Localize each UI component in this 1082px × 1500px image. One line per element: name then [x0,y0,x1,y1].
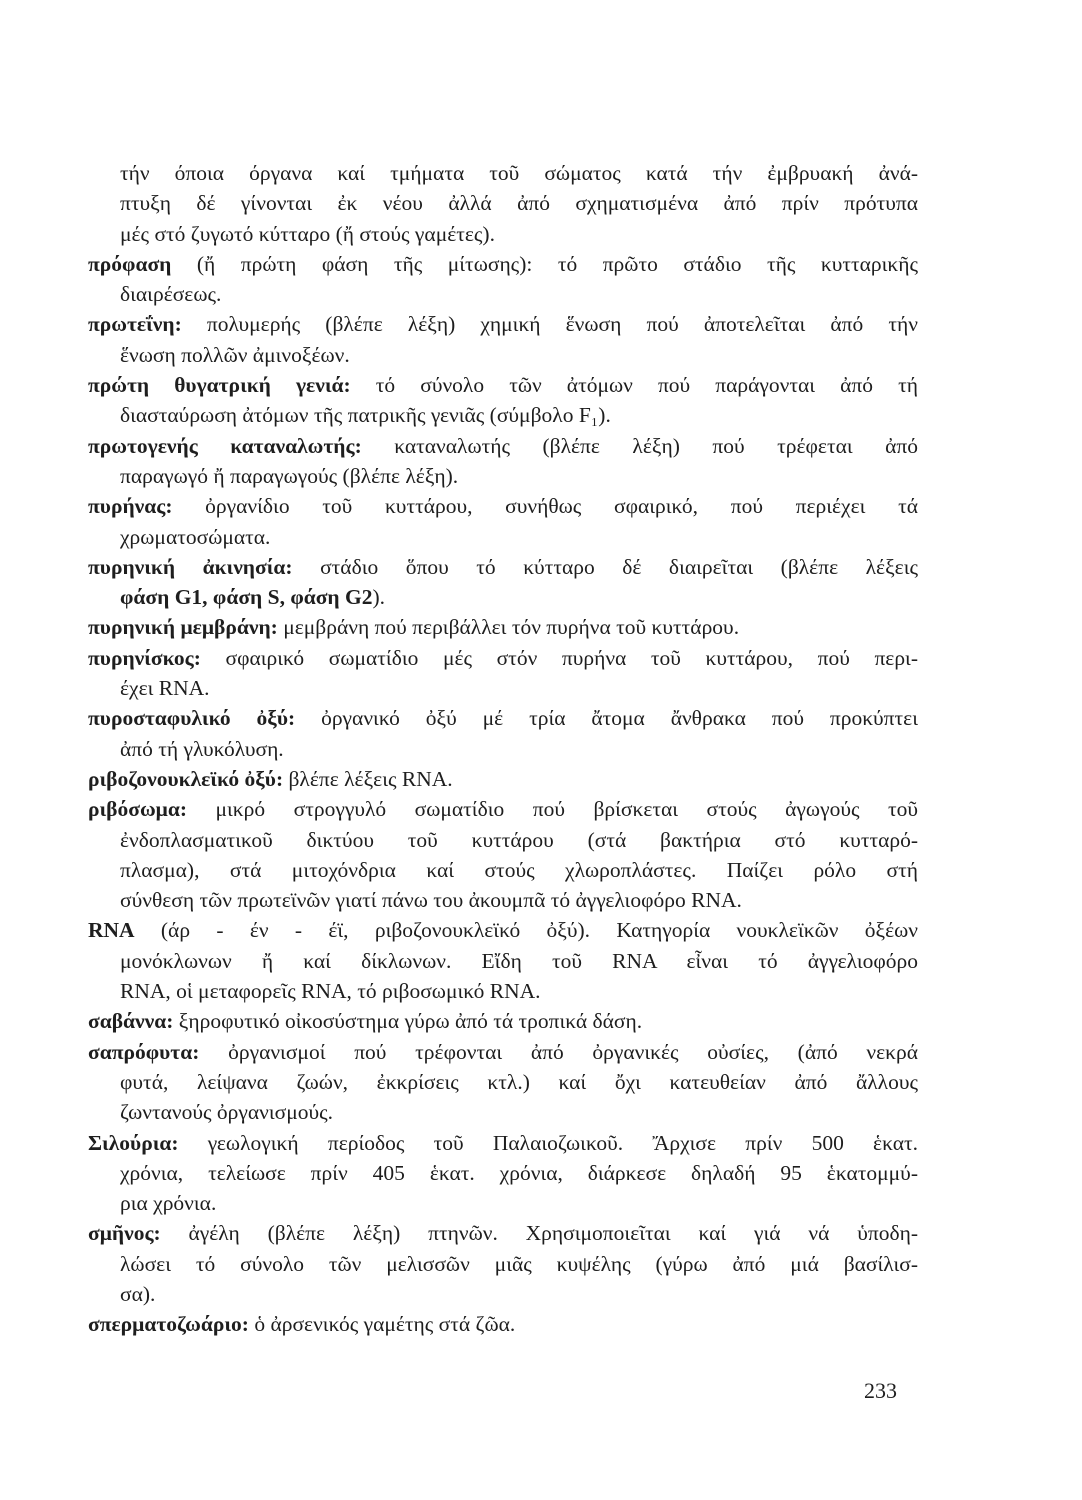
glossary-entry [88,764,918,794]
text-line [120,158,918,188]
glossary-entry [88,491,918,552]
entry-term: πρόφαση [88,251,172,276]
glossary-entry [88,794,918,915]
text-line [120,825,918,855]
text-line [120,522,918,552]
text-line [120,400,918,430]
entry-definition: βλέπε λέξεις RNA. [283,766,453,791]
entry-definition: πτυξη δέ γίνονται ἐκ νέου ἀλλά ἀπό σχηματισμένα ἀπό πρίν πρότυπα [120,191,918,216]
text-line [120,1158,918,1188]
glossary-entry [88,1006,918,1036]
text-line [88,431,918,461]
text-line [88,794,918,824]
text-line [120,188,918,218]
entry-definition: φυτά, λείψανα ζωών, ἐκκρίσεις κτλ.) καί ὄχι κατευθείαν ἀπό ἄλλους [120,1069,918,1094]
entry-definition: καταναλωτής (βλέπε λέξη) πού τρέφεται ἀπό [361,433,919,458]
entry-definition: ἀγέλη (βλέπε λέξη) πτηνῶν. Χρησιμοποιεῖται καί γιά νά ὑποδη- [160,1221,918,1246]
entry-definition: πλασμα), στά μιτοχόνδρια καί στούς χλωροπλάστες. Παίζει ρόλο στή [120,857,918,882]
entry-definition: σφαιρικό σωματίδιο μές στόν πυρήνα τοῦ κυττάρου, πού περι- [200,645,918,670]
text-line [120,1249,918,1279]
glossary-text [88,158,918,1340]
text-line [120,976,918,1006]
text-line [120,461,918,491]
entry-definition: ὀργανικό ὀξύ μέ τρία ἄτομα ἄνθρακα πού προκύπτει [295,706,918,731]
entry-term: πυρηνική ἀκινησία: [88,554,293,579]
glossary-entry [88,1218,918,1309]
text-line [88,1006,918,1036]
text-line [120,885,918,915]
entry-term: πρωτογενής καταναλωτής: [88,433,362,458]
entry-term: πρώτη θυγατρική γενιά: [88,373,351,398]
entry-definition: ζωντανούς ὀργανισμούς. [120,1100,334,1125]
entry-term: πυροσταφυλικό ὀξύ: [88,706,296,731]
entry-term: σπερματοζωάριο: [88,1312,249,1337]
entry-definition: ἀπό τή γλυκόλυση. [120,736,284,761]
entry-term: σαπρόφυτα: [88,1039,200,1064]
entry-definition: ἕνωση πολλῶν ἀμινοξέων. [120,342,350,367]
entry-definition: (άρ - έν - έϊ, ριβοζονουκλεϊκό ὀξύ). Κατηγορία νουκλεϊκῶν ὀξέων [134,918,918,943]
entry-definition: RNA, οἱ μεταφορεῖς RNA, τό ριβοσωμικό RNA. [120,979,541,1004]
text-line [120,1067,918,1097]
entry-definition: ἐνδοπλασματικοῦ δικτύου τοῦ κυττάρου (στά βακτήρια στό κυτταρό- [120,827,918,852]
text-line [88,915,918,945]
text-line [120,1279,918,1309]
text-line [88,703,918,733]
entry-definition: ρια χρόνια. [120,1191,217,1216]
page-number: 233 [864,1378,897,1403]
text-line [120,219,918,249]
entry-definition: μονόκλωνων ἤ καί δίκλωνων. Εἴδη τοῦ RNA εἶναι τό ἀγγελιοφόρο [120,948,918,973]
bold-reference: φάση G1, φάση S, φάση G2 [120,585,373,610]
text-line [120,279,918,309]
entry-definition: ὁ ἀρσενικός γαμέτης στά ζῶα. [248,1312,516,1337]
glossary-entry [88,612,918,642]
text-line [120,340,918,370]
entry-definition: σα). [120,1281,156,1306]
entry-definition: μές στό ζυγωτό κύτταρο (ἤ στούς γαμέτες). [120,221,495,246]
text-line [120,1097,918,1127]
text-line [88,764,918,794]
entry-definition: διασταύρωση ἀτόμων τῆς πατρικῆς γενιᾶς (σύμβολο F₁). [120,403,611,428]
entry-term: σαβάννα: [88,1009,174,1034]
entry-definition: ξηροφυτικό οἰκοσύστημα γύρω ἀπό τά τροπικά δάση. [173,1009,643,1034]
entry-definition: έχει RNA. [120,676,210,701]
text-line [88,491,918,521]
glossary-entry [88,1037,918,1128]
text-line [88,309,918,339]
text-line [120,734,918,764]
text-line [88,1218,918,1248]
entry-definition: στάδιο ὅπου τό κύτταρο δέ διαιρεῖται (βλέπε λέξεις [292,554,918,579]
entry-definition: μικρό στρογγυλό σωματίδιο πού βρίσκεται στούς ἀγωγούς τοῦ [187,797,918,822]
entry-definition: τήν όποια όργανα καί τμήματα τοῦ σώματος κατά τήν ἐμβρυακή ἀνά- [120,161,918,185]
glossary-entry [88,249,918,310]
entry-definition: σύνθεση τῶν πρωτεϊνῶν γιατί πάνω του ἀκουμπᾶ τό ἀγγελιοφόρο RNA. [120,888,742,913]
glossary-entry [88,431,918,492]
entry-definition: (ἤ πρώτη φάση τῆς μίτωσης): τό πρῶτο στάδιο τῆς κυτταρικῆς [171,251,918,276]
entry-definition: γεωλογική περίοδος τοῦ Παλαιοζωικοῦ. Ἄρχισε πρίν 500 ἑκατ. [178,1130,918,1155]
entry-term: σμῆνος: [88,1221,161,1246]
text-line [120,855,918,885]
entry-term: ριβοζονουκλεϊκό ὀξύ: [88,766,284,791]
glossary-entry [88,552,918,613]
text-line [120,946,918,976]
glossary-entry [88,643,918,704]
entry-term: πυρηνική μεμβράνη: [88,615,278,640]
entry-definition: διαιρέσεως. [120,282,222,307]
text-line [120,582,918,612]
text-line [88,249,918,279]
entry-definition: λώσει τό σύνολο τῶν μελισσῶν μιᾶς κυψέλης (γύρω ἀπό μιά βασίλισ- [120,1251,918,1276]
glossary-entry [88,370,918,431]
text-line [88,370,918,400]
entry-definition: ὀργανισμοί πού τρέφονται ἀπό ὀργανικές οὐσίες, (ἀπό νεκρά [199,1039,918,1064]
entry-term: ριβόσωμα: [88,797,188,822]
text-line [88,1037,918,1067]
glossary-entry [88,1309,918,1339]
entry-definition: ὀργανίδιο τοῦ κυττάρου, συνήθως σφαιρικό, πού περιέχει τά [172,494,918,519]
text-line [120,673,918,703]
entry-definition: τό σύνολο τῶν ἀτόμων πού παράγονται ἀπό τή [350,373,918,398]
entry-term: Σιλούρια: [88,1130,179,1155]
entry-term: πυρήνας: [88,494,173,519]
entry-definition: χρόνια, τελείωσε πρίν 405 ἑκατ. χρόνια, διάρκεσε δηλαδή 95 ἑκατομμύ- [120,1160,918,1185]
entry-definition: παραγωγό ἤ παραγωγούς (βλέπε λέξη). [120,463,459,488]
text-line [88,1309,918,1339]
text-line [88,1128,918,1158]
text-line [120,1188,918,1218]
text-line [88,643,918,673]
glossary-entry-continued [88,158,918,249]
entry-definition: χρωματοσώματα. [120,524,271,549]
glossary-entry [88,1128,918,1219]
text-line [88,612,918,642]
text-line [88,552,918,582]
entry-definition: μεμβράνη πού περιβάλλει τόν πυρήνα τοῦ κυττάρου. [277,615,740,640]
glossary-entry [88,703,918,764]
entry-term: RNA [88,918,135,943]
glossary-entry [88,309,918,370]
entry-term: πυρηνίσκος: [88,645,201,670]
entry-term: πρωτεΐνη: [88,312,182,337]
entry-definition: ). [372,585,386,610]
glossary-entry [88,915,918,1006]
entry-definition: πολυμερής (βλέπε λέξη) χημική ἕνωση πού ἀποτελεῖται ἀπό τήν [181,312,918,337]
